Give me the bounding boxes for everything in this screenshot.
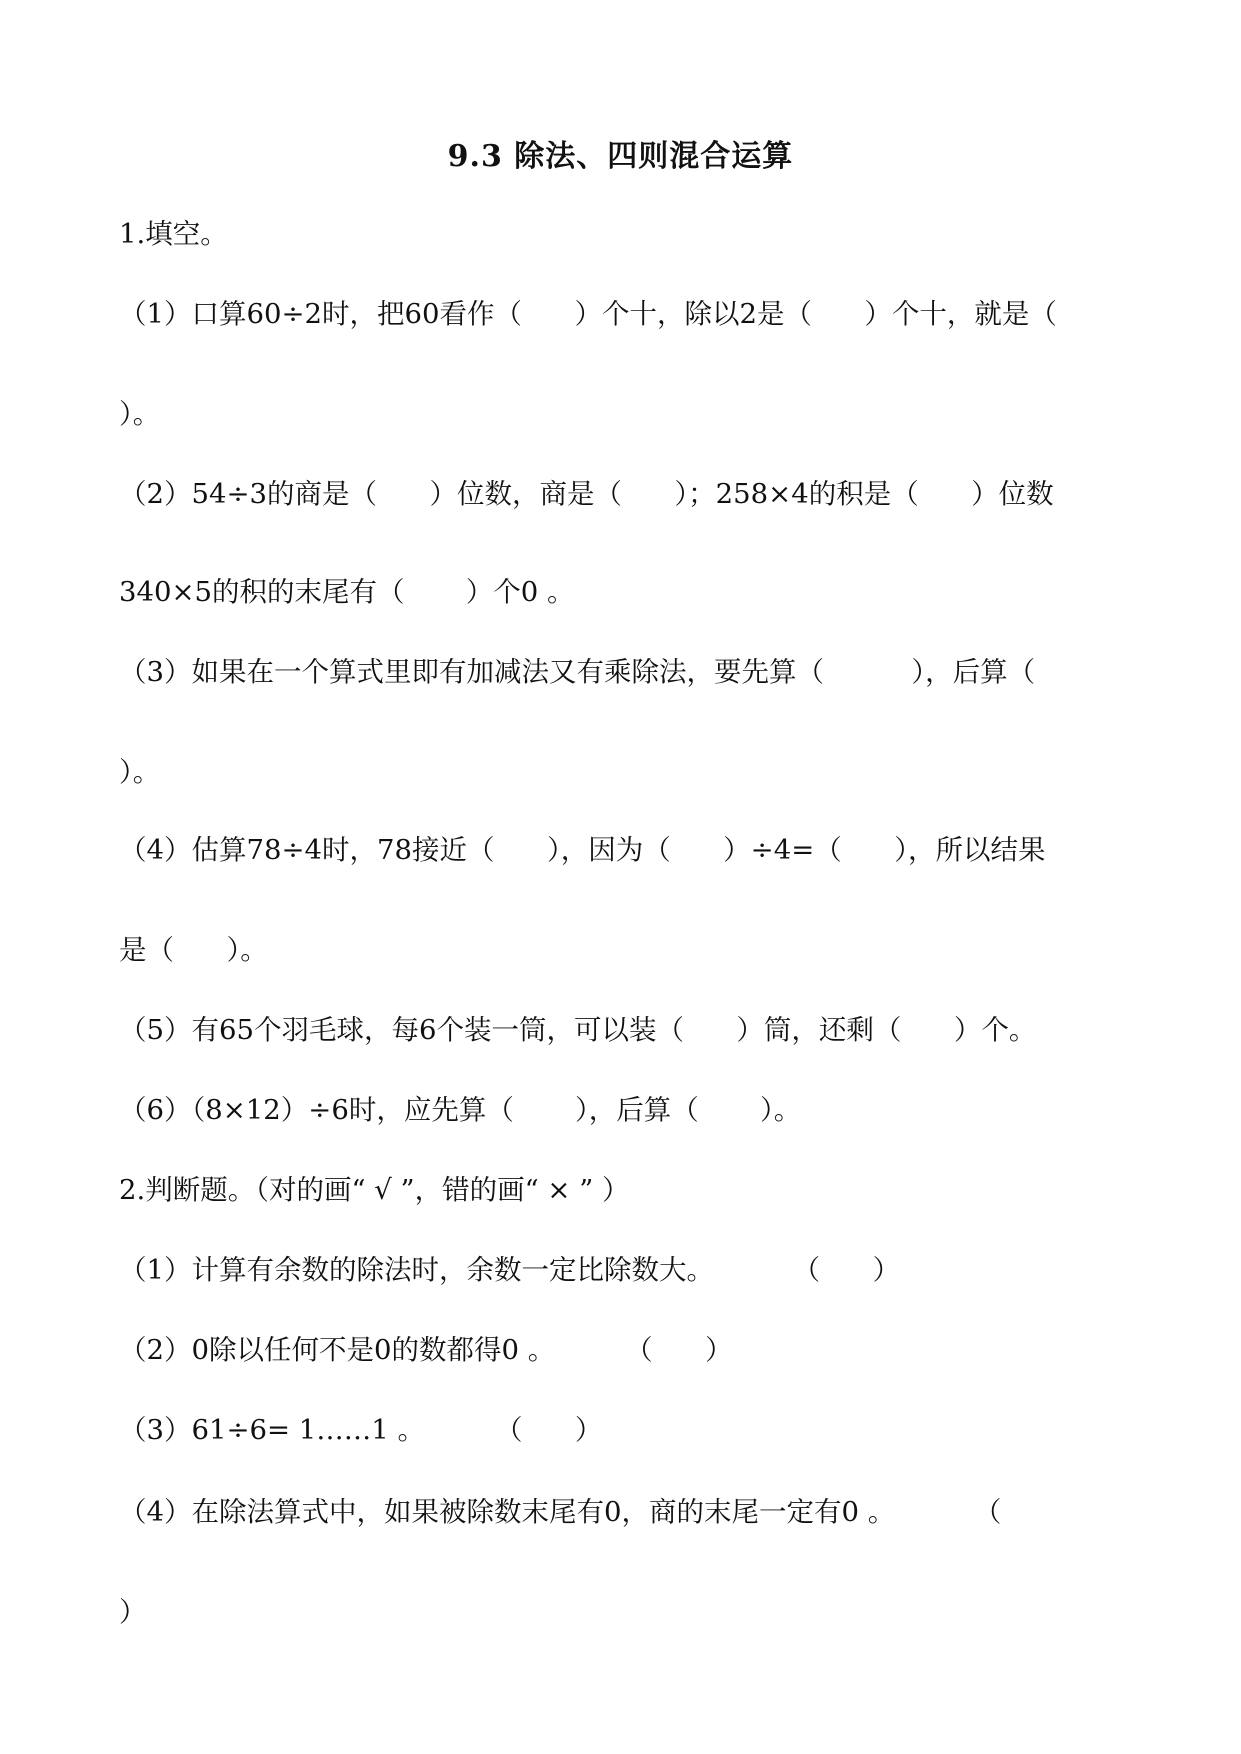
judge-question-3: （3）61÷6= 1……1 。 （ ） — [119, 1414, 603, 1446]
judge-question-4-line-2: ） — [119, 1596, 147, 1628]
page-title: 9.3 除法、四则混合运算 — [447, 139, 794, 174]
fill-question-6: （6）（8×12）÷6时，应先算（ ），后算（ ）。 — [119, 1094, 802, 1126]
judge-question-1: （1）计算有余数的除法时，余数一定比除数大。 （ ） — [119, 1254, 901, 1286]
fill-question-5: （5）有65个羽毛球，每6个装一筒，可以装（ ）筒，还剩（ ）个。 — [119, 1014, 1037, 1046]
section1-heading: 1.填空。 — [119, 218, 228, 250]
fill-question-2-line-2: 340×5的积的末尾有（ ）个0 。 — [119, 576, 575, 608]
fill-question-1-line-2: ）。 — [119, 398, 161, 430]
fill-question-4-line-1: （4）估算78÷4时，78接近（ ），因为（ ）÷4=（ ），所以结果 — [119, 834, 1046, 866]
fill-question-2-line-1: （2）54÷3的商是（ ）位数，商是（ ）；258×4的积是（ ）位数 — [119, 478, 1054, 510]
fill-question-3-line-1: （3）如果在一个算式里即有加减法又有乘除法，要先算（ ），后算（ — [119, 656, 1036, 688]
judge-question-2: （2）0除以任何不是0的数都得0 。 （ ） — [119, 1334, 733, 1366]
judge-question-4-line-1: （4）在除法算式中，如果被除数末尾有0，商的末尾一定有0 。 （ — [119, 1496, 1002, 1528]
fill-question-4-line-2: 是（ ）。 — [119, 934, 268, 966]
section2-heading: 2.判断题。（对的画“ √ ”，错的画“ × ” ） — [119, 1174, 630, 1206]
fill-question-1-line-1: （1）口算60÷2时，把60看作（ ）个十，除以2是（ ）个十，就是（ — [119, 298, 1057, 330]
fill-question-3-line-2: ）。 — [119, 756, 161, 788]
